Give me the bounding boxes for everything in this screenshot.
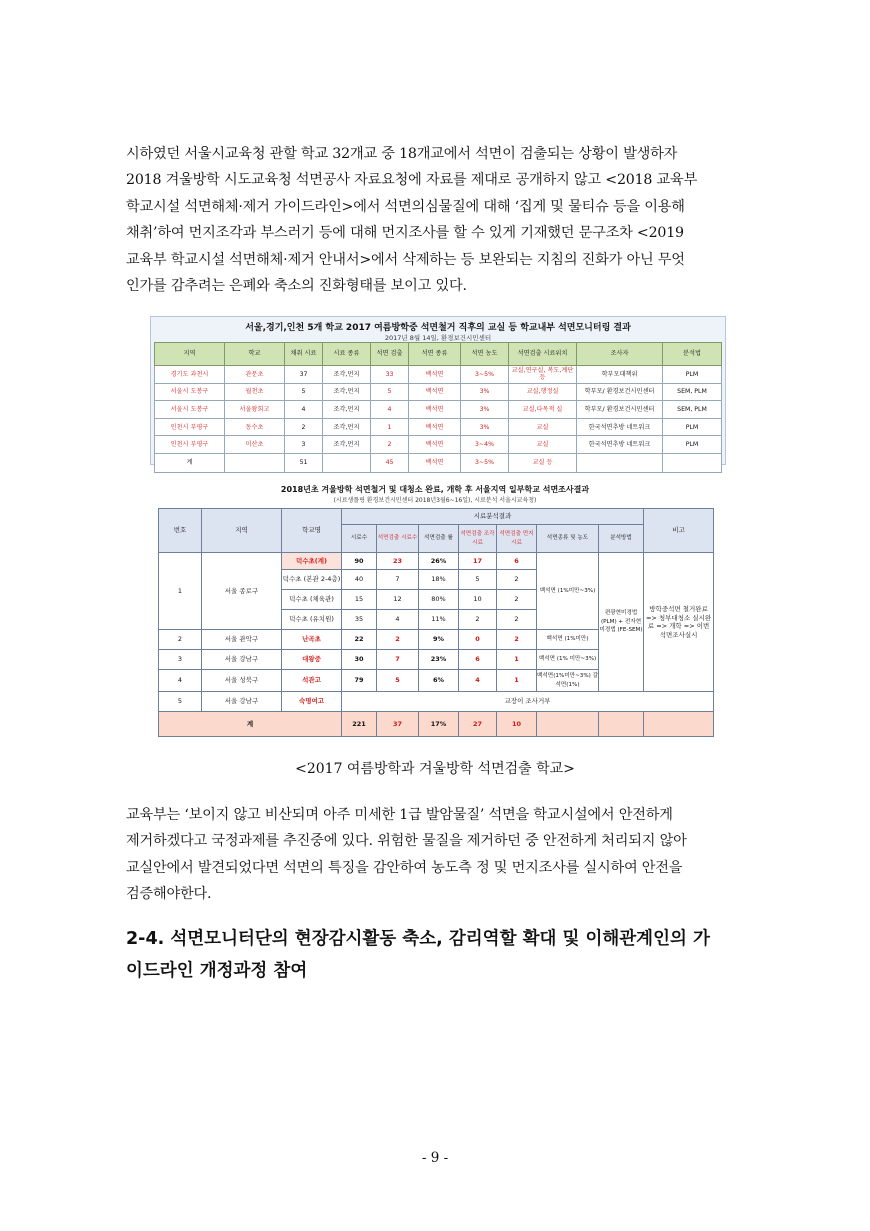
table-cell: 4: [159, 670, 202, 692]
table1-header: 석면검출 시료위치: [509, 343, 577, 366]
table-cell: 10: [459, 590, 497, 610]
table-cell: 서울 성북구: [202, 670, 282, 692]
table2-title: 2018년초 겨울방학 석면철거 및 대청소 완료, 개학 후 서울지역 일부학교 석면조사결과: [280, 485, 590, 494]
table-cell: 2: [371, 436, 409, 454]
table-cell: 백석면: [409, 401, 461, 419]
table-cell: 7: [377, 570, 419, 590]
table-cell: 5: [371, 383, 409, 401]
table-cell: 1: [371, 418, 409, 436]
table1-header: 분석법: [663, 343, 722, 366]
table-cell: 교실 등: [509, 453, 577, 472]
table-cell: 인천시 부평구: [155, 436, 225, 454]
table-cell: 방학중석면 철거완료 => 청부대청소 실시완료 => 개학 => 이번 석면조사실시: [644, 553, 714, 692]
table-cell: [577, 453, 663, 472]
table-cell: 221: [342, 712, 377, 737]
table-cell: 백석면: [409, 383, 461, 401]
table-cell: 서울시 도봉구: [155, 401, 225, 419]
text-line: 교육부 학교시설 석면해체·제거 안내서>에서 삭제하는 등 보완되는 지침의 진화가 아닌 무엇: [126, 251, 685, 268]
table2-header: 시료수: [342, 525, 377, 553]
table-cell: PLM: [663, 436, 722, 454]
table-cell: 조각,먼지: [323, 418, 371, 436]
table-cell: 2: [159, 630, 202, 650]
table-row: [159, 692, 714, 712]
table2-header: 지역: [202, 509, 282, 553]
table-cell: [537, 712, 599, 737]
table-cell: 덕수초 (본관 2-4층): [282, 570, 342, 590]
table-cell: 11%: [419, 610, 459, 630]
table-cell: 서울 강남구: [202, 650, 282, 670]
table-cell: 3: [285, 436, 323, 454]
table-cell: 37: [377, 712, 419, 737]
table-cell: 2: [459, 610, 497, 630]
table-row: [159, 553, 714, 570]
table-cell: 9%: [419, 630, 459, 650]
table-cell: 90: [342, 553, 377, 570]
survey-results-table: [158, 508, 714, 737]
table-cell: 숙명여고: [282, 692, 342, 712]
table-cell: 백석면 (1%미만): [537, 630, 599, 650]
table-cell: 계: [155, 453, 225, 472]
table2-subtitle: (시료생플링 환경보건시민센터 2018년3월6~16일), 시료분석 서울시교육청): [333, 497, 537, 504]
table-cell: 3: [159, 650, 202, 670]
table-cell: 4: [285, 401, 323, 419]
table-cell: 3%: [461, 401, 509, 419]
table-cell: 교실,연구실, 복도,계단 등: [509, 366, 577, 384]
table2-header: 학교명: [282, 509, 342, 553]
table2-total-row: [159, 712, 714, 737]
table-cell: 15: [342, 590, 377, 610]
table-cell: 5: [377, 670, 419, 692]
table-cell: 5: [159, 692, 202, 712]
table-cell: PLM: [663, 366, 722, 384]
table-cell: 12: [377, 590, 419, 610]
table-cell: 백석면: [409, 436, 461, 454]
table-cell: 79: [342, 670, 377, 692]
table-cell: 3%: [461, 418, 509, 436]
heading-line: 이드라인 개정과정 참여: [126, 961, 308, 981]
table1-header: 시료 종류: [323, 343, 371, 366]
table-cell: 3~5%: [461, 453, 509, 472]
table-cell: 22: [342, 630, 377, 650]
table-cell: 4: [371, 401, 409, 419]
table-cell: 3~5%: [461, 366, 509, 384]
text-line: 시하였던 서울시교육청 관할 학교 32개교 중 18개교에서 석면이 검출되는 상황이 발생하자: [126, 146, 678, 162]
table-cell: 학부모/ 환경보건시민센터: [577, 401, 663, 419]
monitoring-results-table: [154, 342, 722, 473]
table-cell: 17%: [419, 712, 459, 737]
table1-header-row: [155, 343, 722, 366]
table-cell: [644, 712, 714, 737]
table-cell: 석관고: [282, 670, 342, 692]
table-cell: SEM, PLM: [663, 401, 722, 419]
table-cell: 인천시 부평구: [155, 418, 225, 436]
page-number: - 9 -: [421, 1150, 449, 1166]
table-cell: 학부모대책위: [577, 366, 663, 384]
table-cell: 7: [377, 650, 419, 670]
table-cell: 경기도 과천시: [155, 366, 225, 384]
table2-header: 석면종류 및 농도: [537, 525, 599, 553]
table-row: [155, 418, 722, 436]
table-cell: 덕수초 (체육관): [282, 590, 342, 610]
table-row: [155, 383, 722, 401]
table1-header: 지역: [155, 343, 225, 366]
table-cell: 40: [342, 570, 377, 590]
table-cell: 서울 강남구: [202, 692, 282, 712]
table-cell: 조각,먼지: [323, 436, 371, 454]
table-cell: 27: [459, 712, 497, 737]
table-cell: 백석면 (1%미만~3%): [537, 553, 599, 630]
figure-caption: <2017 여름방학과 겨울방학 석면검출 학교>: [295, 761, 575, 777]
table-cell: 10: [497, 712, 537, 737]
section-heading: [126, 923, 766, 987]
table-cell: 17: [459, 553, 497, 570]
table-cell: 4: [377, 610, 419, 630]
table-cell: 1: [497, 670, 537, 692]
table2-header: 석면검출 조각시료: [459, 525, 497, 553]
table-cell: 계: [159, 712, 342, 737]
table-cell: 서울시 도봉구: [155, 383, 225, 401]
table-cell: 30: [342, 650, 377, 670]
table-cell: 백석면: [409, 453, 461, 472]
table-cell: [663, 453, 722, 472]
table-cell: 51: [285, 453, 323, 472]
table-cell: 백석면: [409, 366, 461, 384]
table2-header: 분석방법: [599, 525, 644, 553]
table-cell: 2: [377, 630, 419, 650]
table-cell: [323, 453, 371, 472]
table-row: [155, 401, 722, 419]
table-cell: 조각,먼지: [323, 383, 371, 401]
table-cell: 서울왕회고: [225, 401, 285, 419]
table2-header: 석면검출 률: [419, 525, 459, 553]
table2-header: 번호: [159, 509, 202, 553]
heading-line: 2-4. 석면모니터단의 현장감시활동 축소, 감리역할 확대 및 이해관계인의 가: [126, 929, 710, 949]
table-cell: 조각,먼지: [323, 366, 371, 384]
table1-header: 학교: [225, 343, 285, 366]
table-cell: 동수초: [225, 418, 285, 436]
table-cell: 교장이 조사거부: [342, 692, 714, 712]
table-cell: 0: [459, 630, 497, 650]
table1-title: 서울,경기,인천 5개 학교 2017 여름방학중 석면철거 직후의 교실 등 학교내부 석면모니터링 결과: [245, 323, 631, 333]
table-cell: 교실,행정실: [509, 383, 577, 401]
table-cell: 서울 종로구: [202, 553, 282, 630]
table-cell: [225, 453, 285, 472]
table-cell: 백석면 (1% 미만~3%): [537, 650, 599, 670]
table-cell: 6%: [419, 670, 459, 692]
table-cell: 2: [497, 610, 537, 630]
table1-header: 채취 시료: [285, 343, 323, 366]
text-line: 인가를 감추려는 은폐와 축소의 진화형태를 보이고 있다.: [126, 278, 467, 295]
table-cell: 37: [285, 366, 323, 384]
table-cell: 교실,다목적 실: [509, 401, 577, 419]
table-cell: 백석면(1%미만~3%) 갈석면(1%): [537, 670, 599, 692]
table-cell: 2: [285, 418, 323, 436]
table2-header: 시료분석결과: [342, 509, 644, 525]
table-cell: 대왕중: [282, 650, 342, 670]
table-cell: 3%: [461, 383, 509, 401]
table-cell: 4: [459, 670, 497, 692]
table-cell: 덕수초 (유치원): [282, 610, 342, 630]
table-cell: 월천초: [225, 383, 285, 401]
table1-total-row: [155, 453, 722, 472]
table-cell: 1: [497, 650, 537, 670]
table2-header: 비고: [644, 509, 714, 553]
table-cell: 3~4%: [461, 436, 509, 454]
table-cell: 한국석면추방 네트워크: [577, 436, 663, 454]
table-cell: 5: [285, 383, 323, 401]
table-cell: 덕수초(계): [282, 553, 342, 570]
table-cell: 학부모/ 환경보건시민센터: [577, 383, 663, 401]
table2-header: 석면검출 시료수: [377, 525, 419, 553]
table2-header: 석면검출 먼지시료: [497, 525, 537, 553]
monitoring-results-figure: [150, 316, 726, 465]
text-line: 제거하겠다고 국정과제를 추진중에 있다. 위험한 물질을 제거하던 중 안전하게 처리되지 않아: [126, 833, 687, 850]
table-cell: 2: [497, 570, 537, 590]
table-row: [155, 436, 722, 454]
text-line: 학교시설 석면해체·제거 가이드라인>에서 석면의심물질에 대해 ‘집게 및 물티슈 등을 이용해: [126, 198, 685, 215]
table1-subtitle: 2017년 8월 14일, 환경보건시민센터: [384, 334, 492, 342]
table-cell: 23%: [419, 650, 459, 670]
table-cell: 1: [159, 553, 202, 630]
table-cell: 미산초: [225, 436, 285, 454]
table-cell: PLM: [663, 418, 722, 436]
table-cell: 2: [497, 590, 537, 610]
table-cell: 26%: [419, 553, 459, 570]
table-cell: 23: [377, 553, 419, 570]
table-cell: 18%: [419, 570, 459, 590]
text-line: 채취’하여 먼지조각과 부스러기 등에 대해 먼지조사를 할 수 있게 기재했던 문구조차 <2019: [126, 225, 684, 242]
table-cell: 35: [342, 610, 377, 630]
table-cell: 관문초: [225, 366, 285, 384]
table1-header: 석면 농도: [461, 343, 509, 366]
table-cell: 교실: [509, 418, 577, 436]
table1-header: 석면 종류: [409, 343, 461, 366]
table-cell: 33: [371, 366, 409, 384]
table-cell: 조각,먼지: [323, 401, 371, 419]
table-cell: 45: [371, 453, 409, 472]
table-cell: 서울 관악구: [202, 630, 282, 650]
table-cell: 교실: [509, 436, 577, 454]
table-cell: 난곡초: [282, 630, 342, 650]
table-cell: SEM, PLM: [663, 383, 722, 401]
text-line: 교육부는 ‘보이지 않고 비산되며 아주 미세한 1급 발암물질’ 석면을 학교시설에서 안전하게: [126, 807, 673, 823]
text-line: 검증해야한다.: [126, 886, 212, 903]
table-cell: 6: [459, 650, 497, 670]
body-paragraph-1: [126, 141, 748, 299]
text-line: 2018 겨울방학 시도교육청 석면공사 자료요청에 자료를 제대로 공개하지 않고 <2018 교육부: [126, 172, 698, 189]
table-cell: 5: [459, 570, 497, 590]
table-cell: [599, 712, 644, 737]
table-row: [155, 366, 722, 384]
body-paragraph-2: [126, 802, 748, 908]
table2-header-row: [159, 509, 714, 525]
table-cell: 2: [497, 630, 537, 650]
table-cell: 백석면: [409, 418, 461, 436]
table1-header: 석면 검출: [371, 343, 409, 366]
table1-header: 조사자: [577, 343, 663, 366]
text-line: 교실안에서 발견되었다면 석면의 특징을 감안하여 농도측 정 및 먼지조사를 실시하여 안전을: [126, 859, 683, 876]
table-cell: 편광현미경법 (PLM) + 전자현미경법 (FE-SEM): [599, 553, 644, 692]
table-cell: 한국석면추방 네트워크: [577, 418, 663, 436]
table-cell: 80%: [419, 590, 459, 610]
table-cell: 6: [497, 553, 537, 570]
survey-results-figure: [156, 484, 714, 744]
